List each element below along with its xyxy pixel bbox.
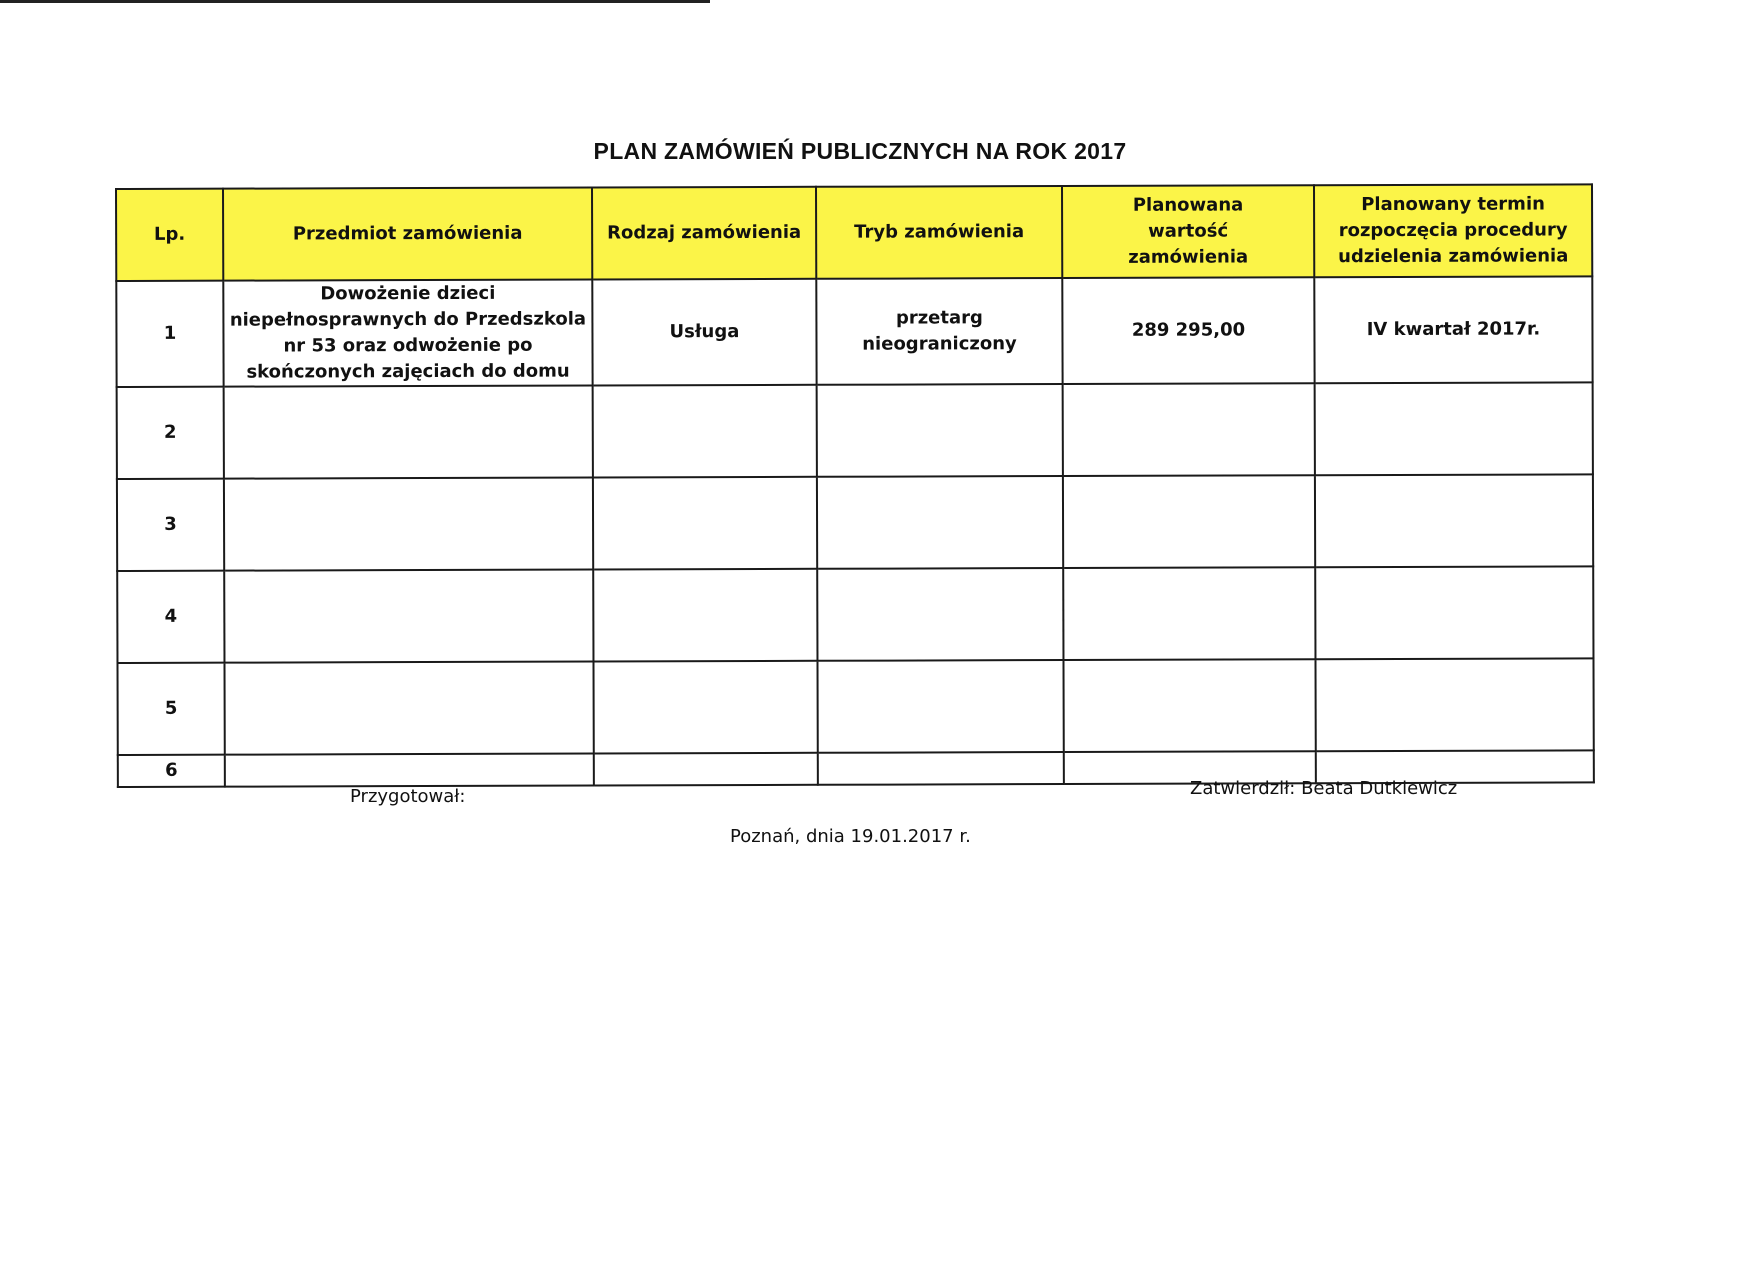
cell-tryb bbox=[818, 752, 1064, 785]
approved-by-text: Zatwierdził: Beata Dutkiewicz bbox=[1190, 778, 1458, 799]
cell-tryb bbox=[817, 568, 1063, 661]
cell-termin bbox=[1315, 567, 1593, 660]
cell-wartosc: 289 295,00 bbox=[1062, 277, 1314, 384]
approved-by-label bbox=[1190, 778, 1457, 799]
cell-wartosc bbox=[1063, 476, 1315, 569]
cell-tryb bbox=[817, 660, 1063, 753]
cell-termin bbox=[1315, 383, 1593, 476]
cell-termin bbox=[1315, 475, 1593, 568]
cell-termin bbox=[1315, 659, 1593, 752]
cell-lp: 4 bbox=[117, 571, 224, 663]
header-przedmiot: Przedmiot zamówienia bbox=[223, 188, 592, 281]
cell-termin: IV kwartał 2017r. bbox=[1314, 276, 1592, 383]
cell-rodzaj bbox=[593, 661, 817, 754]
cell-lp: 5 bbox=[117, 663, 224, 755]
table-header-row bbox=[116, 184, 1592, 281]
cell-przedmiot bbox=[225, 754, 594, 787]
table-row bbox=[117, 567, 1593, 664]
place-date-text: Poznań, dnia 19.01.2017 r. bbox=[730, 826, 971, 847]
cell-lp: 3 bbox=[117, 479, 224, 571]
cell-przedmiot: Dowożenie dzieci niepełnosprawnych do Przedszkola nr 53 oraz odwożenie po skończonych zajęciach do domu bbox=[223, 280, 592, 388]
cell-rodzaj bbox=[594, 753, 818, 786]
cell-przedmiot bbox=[224, 386, 593, 479]
cell-rodzaj bbox=[593, 569, 817, 662]
cell-rodzaj bbox=[593, 477, 817, 570]
cell-przedmiot bbox=[224, 478, 593, 571]
cell-tryb bbox=[817, 476, 1063, 569]
cell-przedmiot bbox=[224, 662, 593, 755]
cell-przedmiot bbox=[224, 570, 593, 663]
header-lp: Lp. bbox=[116, 189, 223, 281]
cell-rodzaj bbox=[593, 385, 817, 478]
page-title: PLAN ZAMÓWIEŃ PUBLICZNYCH NA ROK 2017 bbox=[593, 138, 1127, 164]
table-row bbox=[117, 475, 1593, 572]
header-wartosc: Planowana wartość zamówienia bbox=[1062, 185, 1314, 278]
cell-lp: 1 bbox=[116, 281, 223, 388]
cell-wartosc bbox=[1063, 568, 1315, 661]
table-row bbox=[117, 383, 1593, 480]
cell-wartosc bbox=[1063, 384, 1315, 477]
cell-tryb bbox=[817, 384, 1063, 477]
scan-edge-line bbox=[0, 0, 710, 3]
header-rodzaj: Rodzaj zamówienia bbox=[592, 187, 816, 280]
prepared-by-label bbox=[350, 786, 465, 807]
prepared-by-text: Przygotował: bbox=[350, 786, 466, 807]
cell-tryb: przetarg nieograniczony bbox=[816, 278, 1062, 385]
procurement-plan-table bbox=[115, 183, 1595, 788]
cell-lp: 2 bbox=[117, 387, 224, 479]
header-termin: Planowany termin rozpoczęcia procedury udzielenia zamówienia bbox=[1314, 184, 1592, 277]
place-date bbox=[730, 826, 971, 847]
cell-lp: 6 bbox=[118, 755, 225, 787]
cell-wartosc bbox=[1063, 660, 1315, 753]
table-row bbox=[116, 276, 1592, 387]
header-tryb: Tryb zamówienia bbox=[816, 186, 1062, 279]
cell-rodzaj: Usługa bbox=[592, 279, 816, 386]
table-row bbox=[117, 659, 1593, 756]
